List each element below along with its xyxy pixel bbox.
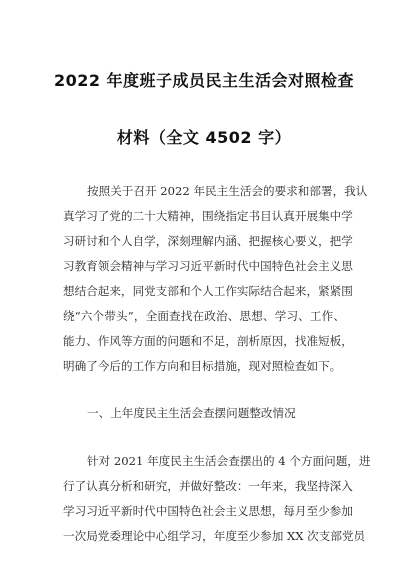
- paragraph-2-line: 针对 2021 年度民主生活会查摆出的 4 个方面问题，进: [87, 454, 371, 468]
- document-title-line-1: 2022 年度班子成员民主生活会对照检查: [53, 71, 355, 90]
- paragraph-1-line: 绕“六个带头”，全面查找在政治、思想、学习、工作、: [63, 309, 345, 323]
- paragraph-2-line: 学习习近平新时代中国特色社会主义思想，每月至少参加: [63, 504, 353, 518]
- paragraph-1-line: 明确了今后的工作方向和目标措施，现对照检查如下。: [63, 359, 342, 373]
- document-title-line-2: 材料（全文 4502 字）: [116, 128, 292, 147]
- paragraph-1-line: 想结合起来，同党支部和个人工作实际结合起来，紧紧围: [63, 284, 353, 298]
- paragraph-1-line: 习教育领会精神与学习习近平新时代中国特色社会主义思: [63, 259, 353, 273]
- paragraph-1-line: 真学习了党的二十大精神，围绕指定书目认真开展集中学: [63, 209, 353, 223]
- paragraph-2-line: 一次局党委理论中心组学习，年度至少参加 XX 次支部党员: [63, 529, 366, 543]
- paragraph-1-line: 能力、作风等方面的问题和不足，剖析原因，找准短板，: [63, 334, 353, 348]
- section-1-heading: 一、上年度民主生活会查摆问题整改情况: [87, 406, 296, 420]
- paragraph-1-line: 习研讨和个人自学，深刻理解内涵、把握核心要义，把学: [63, 234, 353, 248]
- paragraph-1-line: 按照关于召开 2022 年民主生活会的要求和部署，我认: [87, 184, 368, 198]
- paragraph-2-line: 行了认真分析和研究，并做好整改：一年来，我坚持深入: [63, 479, 353, 493]
